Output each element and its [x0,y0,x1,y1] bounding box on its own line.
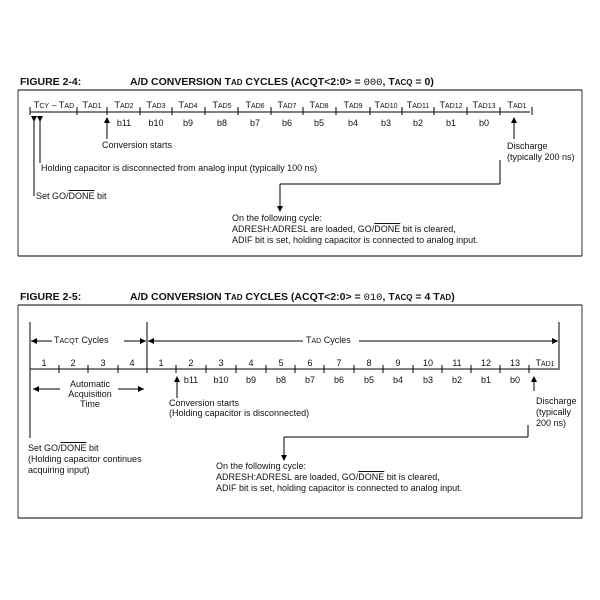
f5-bit-label: b8 [275,375,286,385]
f5-discharge-typ1: (typically [536,407,572,417]
f4-tick-label: TAD10 [374,100,398,110]
f5-bit-label: b5 [363,375,374,385]
f5-auto-3: Time [80,399,100,409]
f4-tick-label: TAD12 [439,100,463,110]
f4-tick-label: TAD5 [212,100,232,110]
f4-tick-label: TAD1 [507,100,527,110]
f5-discharge: Discharge [536,396,577,406]
f4-bit-label: b11 [116,118,132,128]
f5-bit-label: b0 [509,375,520,385]
f4-following-3: ADIF bit is set, holding capacitor is connected to analog input. [232,235,479,245]
f4-tick-label: TAD3 [146,100,166,110]
f4-tick-label: TAD7 [277,100,297,110]
f5-conv-number: TAD1 [535,358,555,368]
f5-bit-label: b2 [451,375,462,385]
f4-set-go-bit: Set GO/DONE bit [36,191,107,201]
f5-tacqt-cycles: TACQT Cycles [54,335,109,345]
figure-2-4-title: A/D CONVERSION TAD CYCLES (ACQT<2:0> = 000, TACQ = 0) [130,76,434,89]
f4-bit-label: b2 [412,118,423,128]
f5-following-1: On the following cycle: [216,461,307,471]
f5-conv-number: 10 [422,358,433,368]
f4-tick-label: TAD8 [309,100,329,110]
f5-conv-number: 11 [452,358,462,368]
f5-conversion-starts: Conversion starts [169,398,240,408]
f5-conv-number: 6 [307,358,313,368]
f4-tick-label: TAD11 [406,100,430,110]
f5-conv-number: 13 [509,358,520,368]
f4-holding-note: Holding capacitor is disconnected from analog input (typically 100 ns) [41,163,318,173]
f5-conv-number: 3 [218,358,224,368]
f5-holding-1: (Holding capacitor continues [28,454,142,464]
f5-acq-number: 2 [70,358,76,368]
f4-following-2: ADRESH:ADRESL are loaded, GO/DONE bit is cleared, [232,224,456,234]
f5-holding-2: acquiring input) [28,465,90,475]
f5-bit-label: b7 [304,375,315,385]
figure-2-5-label: FIGURE 2-5: [20,291,82,303]
f4-tick-label: TAD1 [82,100,102,110]
f4-tick-label: TAD4 [178,100,198,110]
f4-bit-label: b6 [281,118,292,128]
f4-tick-label: TCY – TAD [33,100,75,110]
f4-tick-label: TAD13 [472,100,496,110]
f4-bit-label: b4 [347,118,358,128]
f5-following-3: ADIF bit is set, holding capacitor is connected to analog input. [216,483,463,493]
f4-bit-label: b5 [313,118,324,128]
f5-conv-number: 12 [480,358,491,368]
f4-bit-label: b9 [182,118,193,128]
f4-tick-label: TAD2 [114,100,134,110]
f5-bit-label: b11 [183,375,199,385]
f5-discharge-typ2: 200 ns) [536,418,567,428]
f5-acq-number: 1 [41,358,47,368]
f5-acq-number: 4 [129,358,135,368]
f4-bit-label: b1 [445,118,456,128]
f4-bit-label: b8 [216,118,227,128]
f5-auto-1: Automatic [69,379,111,389]
f5-bit-label: b6 [333,375,344,385]
f4-tick-label: TAD6 [245,100,265,110]
f4-tick-label: TAD9 [343,100,363,110]
f4-bit-label: b3 [380,118,391,128]
f5-conversion-note: (Holding capacitor is disconnected) [169,408,310,418]
f4-bit-label: b7 [249,118,260,128]
f5-acq-number: 3 [100,358,106,368]
f4-discharge-typ: (typically 200 ns) [507,152,575,162]
f5-tad-cycles: TAD Cycles [306,335,351,345]
f4-following-1: On the following cycle: [232,213,323,223]
f5-conv-number: 1 [158,358,164,368]
f5-bit-label: b1 [480,375,491,385]
f5-bit-label: b9 [245,375,256,385]
f5-conv-number: 9 [395,358,401,368]
f4-discharge: Discharge [507,141,548,151]
f5-conv-number: 4 [248,358,254,368]
f5-bit-label: b10 [213,375,229,385]
f5-bit-label: b4 [392,375,403,385]
figure-2-4-label: FIGURE 2-4: [20,76,82,88]
f4-bit-label: b0 [478,118,489,128]
f4-conversion-starts: Conversion starts [102,140,173,150]
f5-conv-number: 5 [278,358,284,368]
f5-conv-number: 8 [366,358,372,368]
f5-following-2: ADRESH:ADRESL are loaded, GO/DONE bit is cleared, [216,472,440,482]
f5-auto-2: Acquisition [68,389,112,399]
f4-bit-label: b10 [148,118,164,128]
figure-2-5-title: A/D CONVERSION TAD CYCLES (ACQT<2:0> = 010, TACQ = 4 TAD) [130,291,455,304]
f5-set-go-bit: Set GO/DONE bit [28,443,99,453]
f5-conv-number: 2 [188,358,194,368]
f5-bit-label: b3 [422,375,433,385]
f5-conv-number: 7 [336,358,342,368]
